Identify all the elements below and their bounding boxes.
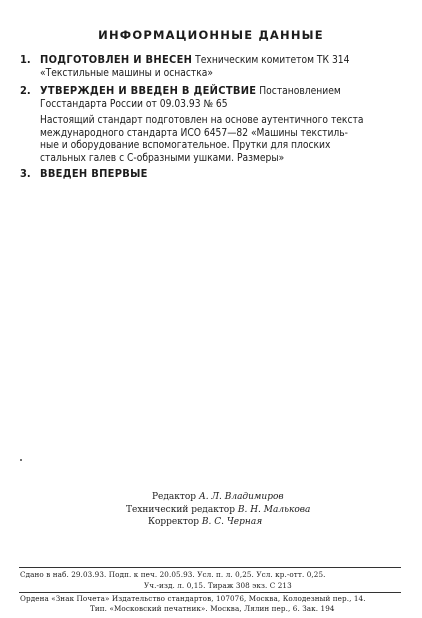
imprint-line-4: Тип. «Московский печатник». Москва, Лялин пер., 6. Зак. 194 (90, 604, 335, 613)
info-item-2-heading: УТВЕРЖДЕН И ВВЕДЕН В ДЕЙСТВИЕ (40, 84, 257, 97)
info-item-3-number: 3. (20, 167, 31, 180)
editor-label: Редактор (152, 492, 197, 502)
corrector-name: В. С. Черная (201, 517, 263, 527)
tech-editor-row (126, 504, 310, 517)
page-title: ИНФОРМАЦИОННЫЕ ДАННЫЕ (98, 28, 324, 42)
editor-row (152, 491, 284, 504)
imprint-top-rule (19, 567, 401, 568)
info-item-2-line1 (20, 85, 405, 99)
imprint-bottom-rule (19, 592, 401, 593)
info-item-1-number: 1. (20, 53, 31, 66)
info-item-2-number: 2. (20, 84, 31, 97)
info-item-2-line2: Госстандарта России от 09.03.93 № 65 (40, 98, 228, 110)
info-item-1-line2: «Текстильные машины и оснастка» (40, 67, 214, 79)
imprint-line-3: Ордена «Знак Почета» Издательство стандартов, 107076, Москва, Колодезный пер., 14. (20, 594, 366, 603)
paragraph-line-2: международного стандарта ИСО 6457—82 «Машины текстиль- (40, 127, 348, 139)
info-item-1-line1 (20, 54, 405, 68)
info-item-2-text: Постановлением (256, 86, 341, 97)
paragraph-line-4: стальных галев с С-образными ушками. Размеры» (40, 152, 285, 164)
imprint-line-1: Сдано в наб. 29.03.93. Подп. к печ. 20.05.93. Усл. п. л. 0,25. Усл. кр.-отт. 0,25. (20, 570, 326, 579)
paragraph-line-3: ные и оборудование вспомогательное. Прутки для плоских (40, 140, 331, 151)
corrector-row (148, 516, 262, 529)
info-item-3-line1 (20, 168, 405, 182)
info-item-2 (20, 85, 405, 111)
info-item-3 (20, 168, 405, 182)
info-item-1-heading: ПОДГОТОВЛЕН И ВНЕСЕН (40, 53, 193, 66)
stray-dot (20, 459, 22, 461)
imprint-line-2: Уч.-изд. л. 0,15. Тираж 308 экз. С 213 (144, 581, 292, 590)
tech-editor-name: В. Н. Малькова (237, 504, 311, 515)
standard-basis-paragraph (40, 115, 402, 165)
info-item-1-text: Техническим комитетом ТК 314 (192, 55, 350, 66)
editor-name: А. Л. Владимиров (198, 492, 284, 502)
corrector-label: Корректор (148, 517, 200, 527)
info-item-3-heading: ВВЕДЕН ВПЕРВЫЕ (40, 167, 148, 180)
info-item-1 (20, 54, 405, 80)
paragraph-line-1: Настоящий стандарт подготовлен на основе аутентичного текста (40, 115, 364, 126)
tech-editor-label: Технический редактор (126, 504, 235, 515)
